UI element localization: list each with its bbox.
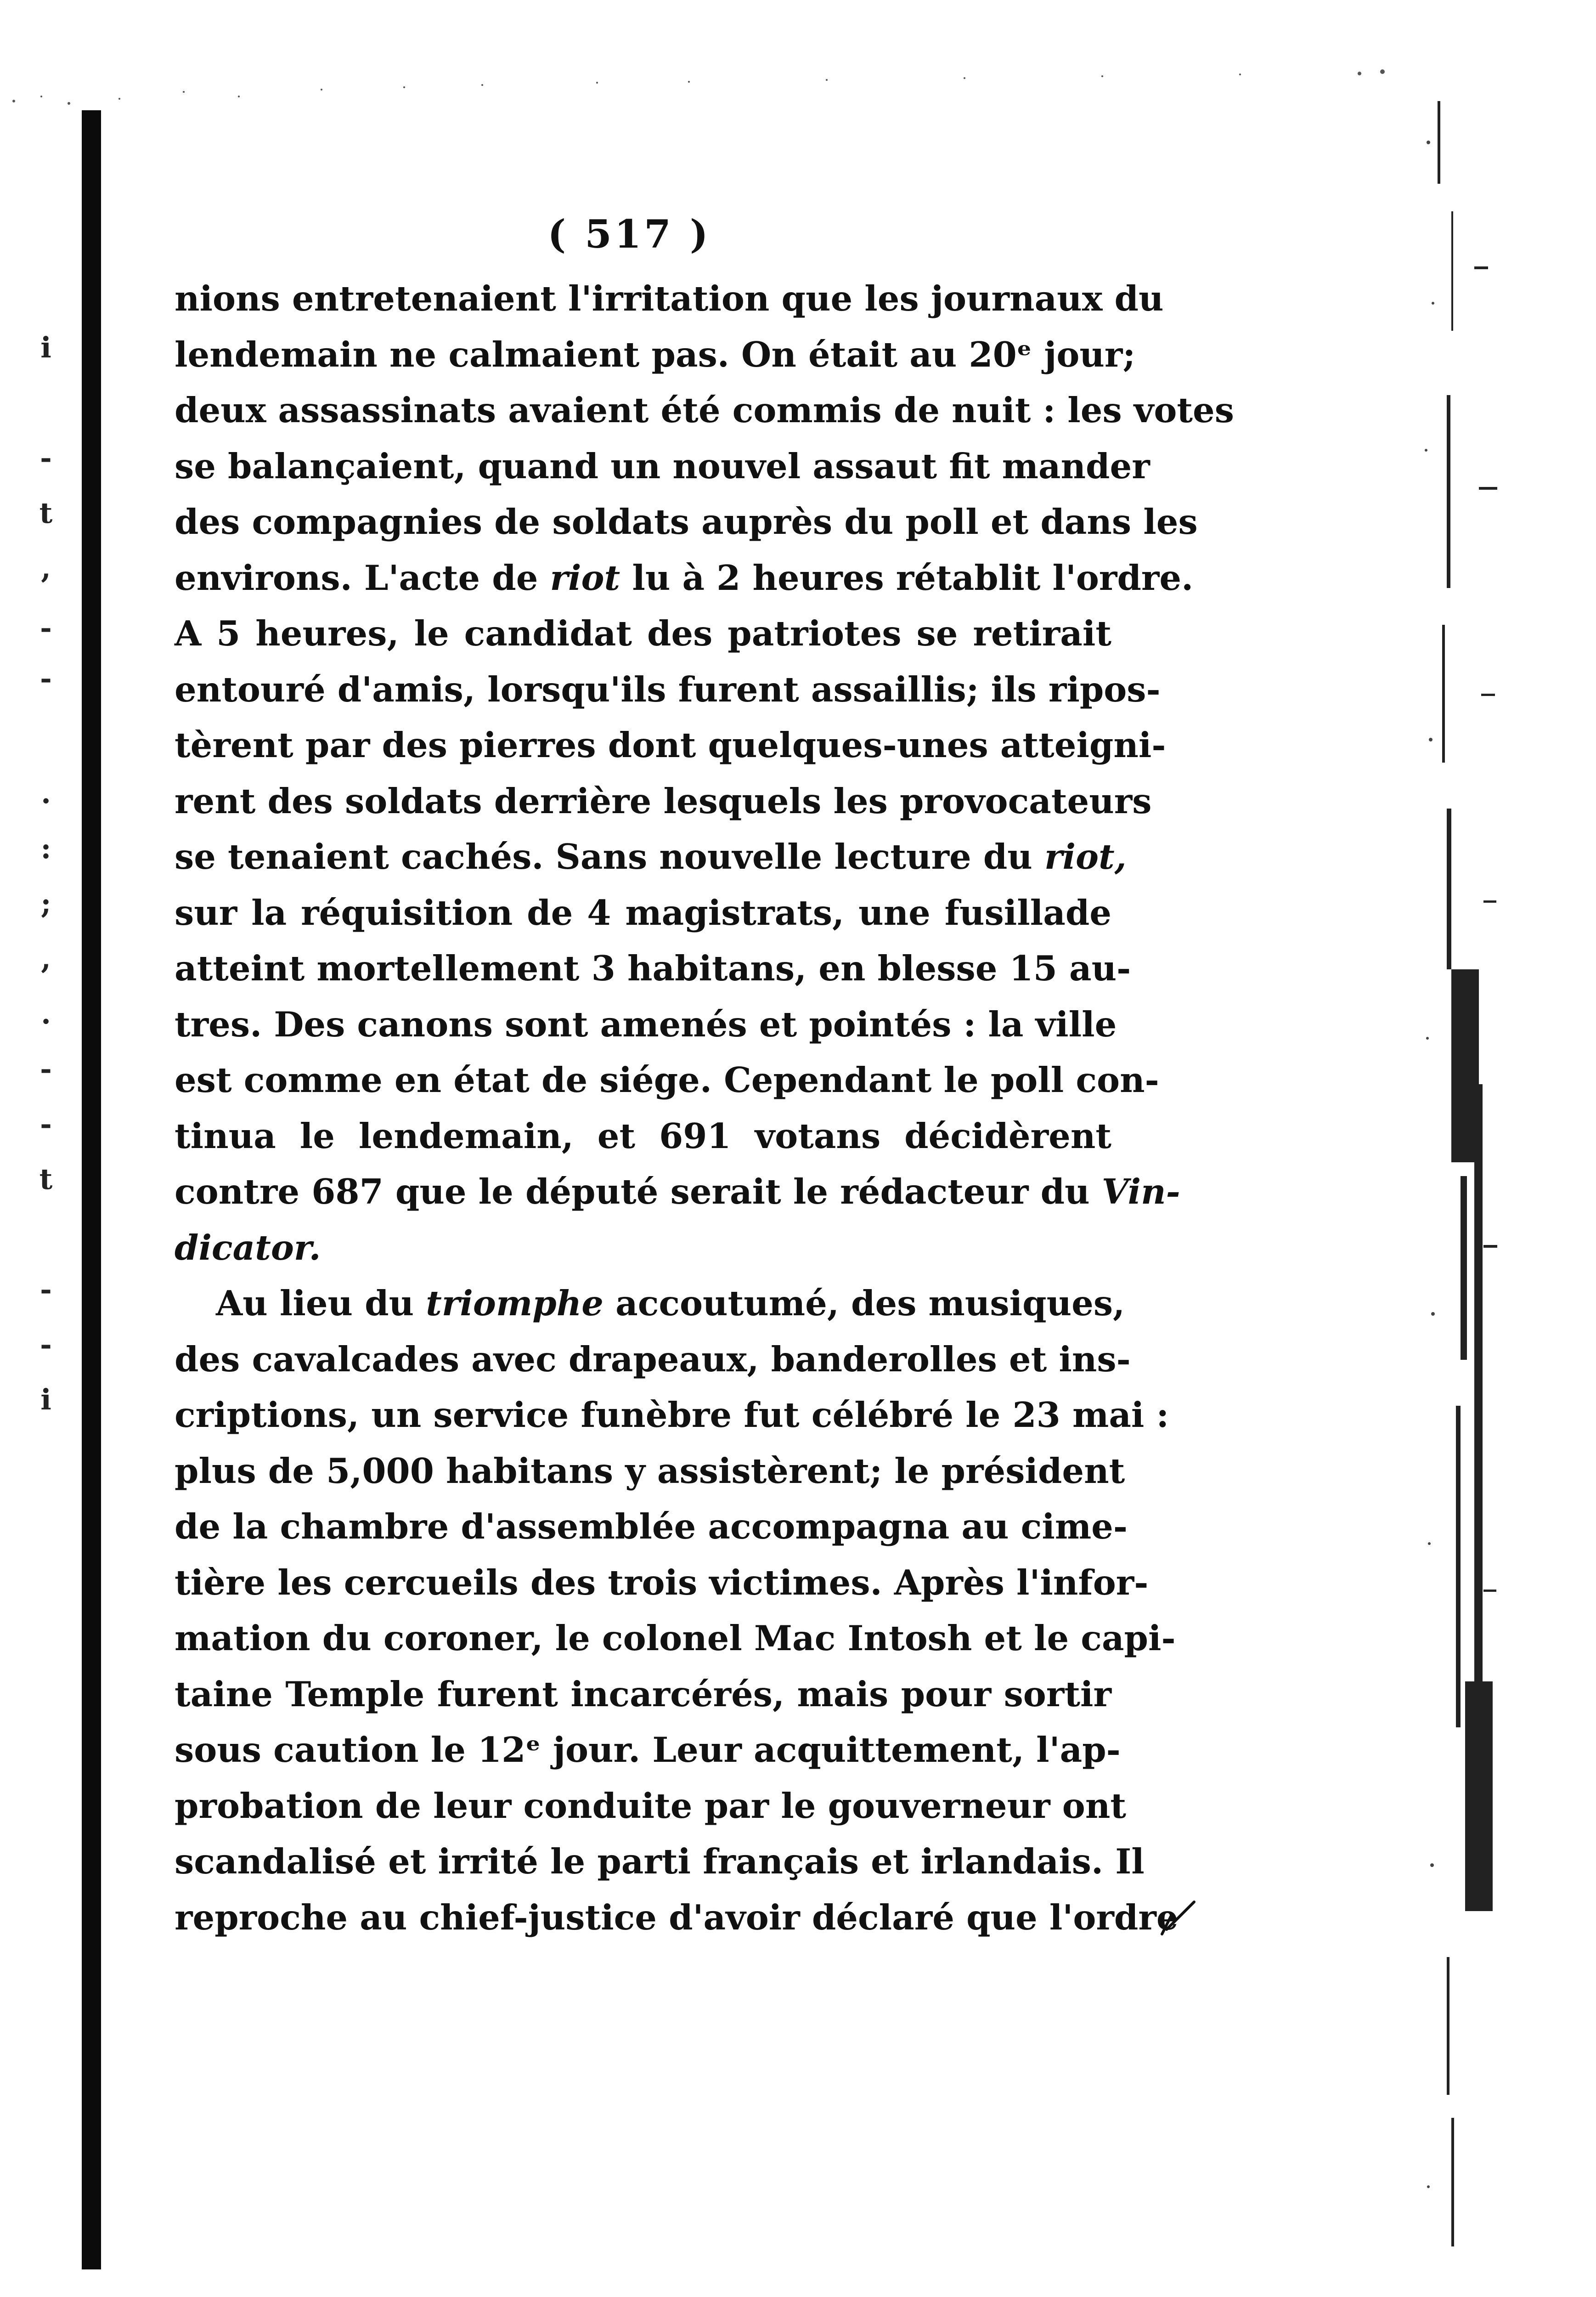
text-segment: mation du coroner, le colonel Mac Intosh et le capi-: [175, 1618, 1176, 1658]
text-segment: atteint mortellement 3 habitans, en blesse 15 au-: [175, 948, 1131, 989]
text-segment: taine Temple furent incarcérés, mais pour sortir: [175, 1674, 1111, 1714]
text-line: [175, 1834, 1145, 1890]
margin-mark: .: [41, 776, 51, 810]
text-line: [175, 271, 1164, 327]
italic-text: triomphe: [426, 1283, 603, 1324]
margin-mark: ;: [40, 887, 51, 920]
text-line: [175, 1387, 1169, 1443]
body-text: [175, 271, 1234, 1946]
margin-mark: i: [40, 1383, 51, 1416]
text-segment: entouré d'amis, lorsqu'ils furent assaillis; ils ripos-: [175, 669, 1161, 710]
text-line: [175, 829, 1127, 885]
margin-mark: ,: [41, 551, 51, 585]
text-segment: rent des soldats derrière lesquels les provocateurs: [175, 781, 1152, 821]
text-segment: des compagnies de soldats auprès du poll et dans les: [175, 502, 1198, 542]
text-line: [175, 1164, 1180, 1220]
margin-mark: -: [40, 1107, 52, 1141]
text-segment: nions entretenaient l'irritation que les journaux du: [175, 278, 1164, 319]
text-line: [175, 1276, 1125, 1332]
text-line: [175, 494, 1198, 550]
text-segment: lu à 2 heures rétablit l'ordre.: [620, 557, 1194, 598]
text-line: [175, 1722, 1121, 1778]
text-segment: deux assassinats avaient été commis de nuit : les votes: [175, 390, 1234, 430]
text-line: [175, 550, 1194, 606]
text-line: [175, 1555, 1149, 1611]
text-segment: est comme en état de siége. Cependant le poll con-: [175, 1060, 1159, 1100]
text-segment: reproche au chief-justice d'avoir déclaré que l'ordre: [175, 1897, 1179, 1938]
text-segment: sous caution le 12ᵉ jour. Leur acquittement, l'ap-: [175, 1730, 1121, 1770]
italic-text: riot: [550, 557, 620, 598]
text-segment: se balançaient, quand un nouvel assaut fit mander: [175, 446, 1150, 487]
text-segment: environs. L'acte de: [175, 557, 550, 598]
binding-shadow: [82, 110, 101, 2269]
text-segment: tière les cercueils des trois victimes. Après l'infor-: [175, 1562, 1149, 1603]
margin-mark: t: [39, 1162, 53, 1196]
text-line: [175, 1499, 1128, 1555]
margin-mark: i: [40, 331, 51, 364]
text-segment: accoutumé, des musiques,: [603, 1283, 1125, 1324]
text-segment: sur la réquisition de 4 magistrats, une fusillade: [175, 892, 1111, 933]
text-line: [175, 1220, 1111, 1276]
text-segment: A 5 heures, le candidat des patriotes se retirait: [175, 613, 1111, 654]
text-line: [175, 1778, 1126, 1834]
margin-mark: :: [40, 832, 51, 865]
margin-mark: .: [41, 997, 51, 1030]
text-line: [175, 1611, 1176, 1667]
text-segment: tèrent par des pierres dont quelques-unes atteigni-: [175, 725, 1166, 765]
text-line: [175, 383, 1234, 439]
margin-mark: ,: [41, 942, 51, 975]
text-line: [175, 1443, 1125, 1499]
text-segment: lendemain ne calmaient pas. On était au 20ᵉ jour;: [175, 334, 1136, 375]
text-segment: des cavalcades avec drapeaux, banderolles et ins-: [175, 1339, 1131, 1380]
margin-mark: -: [40, 1328, 52, 1361]
text-line: [175, 997, 1117, 1053]
text-line: [175, 941, 1131, 997]
text-line: [175, 327, 1136, 383]
text-segment: Au lieu du: [216, 1283, 426, 1324]
text-line: [175, 1109, 1111, 1165]
text-line: [175, 606, 1111, 662]
margin-mark: -: [40, 1273, 52, 1306]
margin-mark: -: [40, 662, 52, 695]
scan-noise-top: [0, 64, 1405, 119]
margin-mark: -: [40, 1052, 52, 1086]
italic-text: dicator.: [175, 1227, 321, 1268]
italic-text: Vin-: [1101, 1171, 1180, 1212]
scan-noise-right-edge: [1419, 74, 1529, 2279]
text-line: [175, 718, 1166, 774]
text-segment: criptions, un service funèbre fut célébré le 23 mai :: [175, 1395, 1169, 1435]
text-line: [175, 1890, 1179, 1946]
italic-text: riot,: [1044, 837, 1127, 877]
left-margin-bleedthrough: [18, 0, 73, 2297]
text-line: [175, 662, 1161, 718]
margin-mark: -: [40, 611, 52, 645]
text-segment: scandalisé et irrité le parti français et irlandais. Il: [175, 1841, 1145, 1882]
text-segment: se tenaient cachés. Sans nouvelle lecture du: [175, 837, 1044, 877]
text-line: [175, 1052, 1159, 1109]
text-segment: plus de 5,000 habitans y assistèrent; le président: [175, 1450, 1125, 1491]
text-line: [175, 1667, 1111, 1723]
text-segment: tres. Des canons sont amenés et pointés : la ville: [175, 1004, 1117, 1045]
text-segment: contre 687 que le député serait le rédacteur du: [175, 1171, 1102, 1212]
text-line: [175, 1332, 1131, 1388]
margin-mark: t: [39, 496, 53, 530]
text-segment: tinua le lendemain, et 691 votans décidèrent: [175, 1115, 1111, 1156]
text-segment: probation de leur conduite par le gouverneur ont: [175, 1785, 1126, 1826]
text-line: [175, 885, 1111, 941]
margin-mark: -: [40, 441, 52, 475]
page-number: ( 517 ): [547, 211, 711, 257]
text-line: [175, 439, 1150, 495]
text-line: [175, 774, 1152, 830]
text-segment: de la chambre d'assemblée accompagna au cime-: [175, 1506, 1128, 1547]
